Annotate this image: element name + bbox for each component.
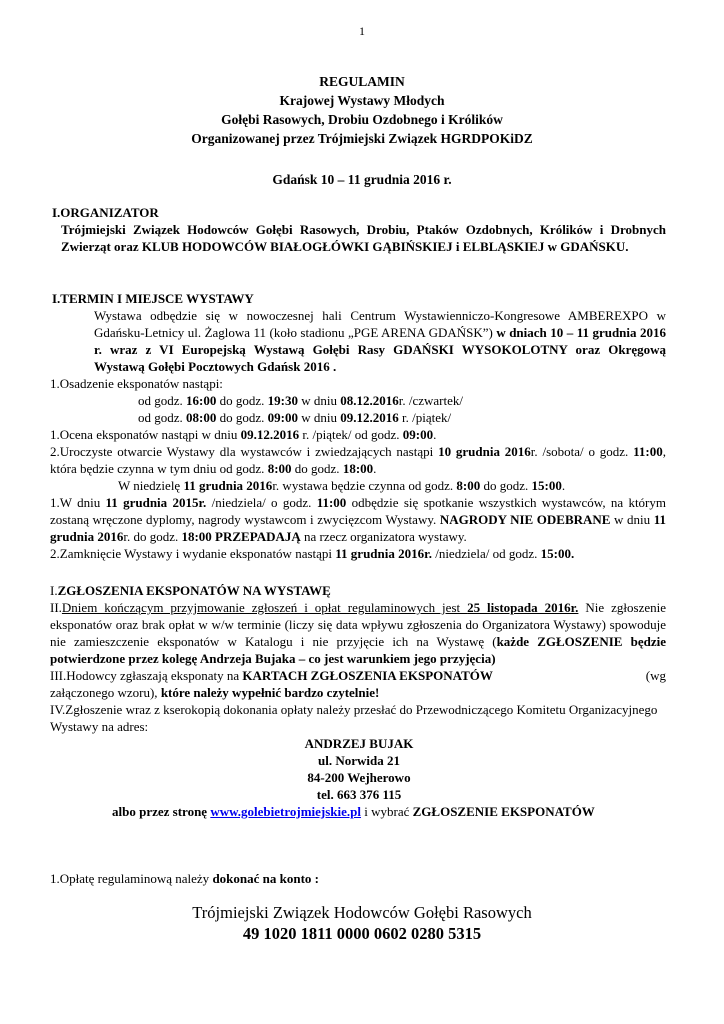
setup-heading: 1.Osadzenie eksponatów nastąpi: — [50, 376, 223, 391]
deadline-paragraph: II.Dniem kończącym przyjmowanie zgłoszeń i opłat regulaminowych jest 25 listopada 2016r. Nie zgłoszenie eksponatów oraz brak opłat w w/w terminie (liczy się data wpływu zgłoszenia do Organizatora Wystawy) spowoduje nie zamieszczenie eksponatów w Katalogu i nie przyjęcie ich na Wystawę (każde ZGŁOSZENIE będzie potwierdzone przez kolegę Andrzeja Bujaka – co jest warunkiem jego przyjęcia) — [50, 600, 666, 666]
address-phone: tel. 663 376 115 — [316, 787, 402, 802]
address-block — [52, 735, 666, 803]
organizer-text: Trójmiejski Związek Hodowców Gołębi Rasowych, Drobiu, Ptaków Ozdobnych, Królików i Drobnych Zwierząt oraz KLUB HODOWCÓW BIAŁOGŁÓWKI GĄBIŃSKIEJ i ELBLĄSKIEJ w GDAŃSKU. — [61, 222, 666, 254]
term-heading: I.TERMIN I MIEJSCE WYSTAWY — [52, 291, 254, 306]
address-name: ANDRZEJ BUJAK — [304, 736, 414, 751]
term-p1a: Wystawa odbędzie się w nowoczesnej hali Centrum Wystawienniczo-Kongresowe AMBEREXPO w Gdańsku-Letnicy ul. Żaglowa 11 (koło stadionu „PGE ARENA GDAŃSK”) — [94, 308, 666, 340]
forms-line-1: III.Hodowcy zgłaszają eksponaty na KARTACH ZGŁOSZENIA EKSPONATÓW (wg — [50, 668, 666, 683]
title-line-1: REGULAMIN — [319, 74, 405, 89]
judging-line: 1.Ocena eksponatów nastąpi w dniu 09.12.2016 r. /piątek/ od godz. 09:00. — [50, 427, 437, 442]
entries-heading: I.ZGŁOSZENIA EKSPONATÓW NA WYSTAWĘ — [50, 583, 331, 598]
organizer-heading: I.ORGANIZATOR — [52, 205, 159, 220]
awards-paragraph: 1.W dniu 11 grudnia 2015r. /niedziela/ o godz. 11:00 odbędzie się spotkanie wszystkich wystawców, na którym zostaną wręczone dyplomy, nagrody wystawcom i zwycięzcom Wystawy. NAGRODY NIE ODEBRANE w dniu 11 grudnia 2016r. do godz. 18:00 PRZEPADAJĄ na rzecz organizatora wystawy. — [50, 495, 667, 544]
submission-paragraph: IV.Zgłoszenie wraz z kserokopią dokonania opłaty należy przesłać do Przewodniczącego Komitetu Organizacyjnego Wystawy na adres: — [50, 702, 658, 734]
title-line-4: Organizowanej przez Trójmiejski Związek HGRDPOKiDZ — [191, 131, 533, 146]
forms-line-2: załączonego wzoru), które należy wypełnić bardzo czytelnie! — [50, 685, 380, 700]
bank-account-block — [0, 902, 724, 944]
term-p1c: wraz z VI Europejską Wystawą Gołębi Rasy GDAŃSKI WYSOKOLOTNY oraz Okręgową Wystawą Gołębi Pocztowych Gdańsk 2016 . — [94, 342, 666, 374]
setup-line-2: od godz. 08:00 do godz. 09:00 w dniu 09.12.2016 r. /piątek/ — [138, 410, 452, 425]
setup-line-1: od godz. 16:00 do godz. 19:30 w dniu 08.12.2016r. /czwartek/ — [138, 393, 463, 408]
organizer-section — [52, 204, 666, 255]
term-section — [52, 290, 666, 562]
bank-account-number: 49 1020 1811 0000 0602 0280 5315 — [242, 924, 482, 943]
website-line: albo przez stronę www.golebietrojmiejskie.pl i wybrać ZGŁOSZENIE EKSPONATÓW — [112, 804, 595, 819]
event-date: Gdańsk 10 – 11 grudnia 2016 r. — [272, 172, 452, 187]
address-street: ul. Norwida 21 — [318, 753, 400, 768]
payment-line: 1.Opłatę regulaminową należy dokonać na konto : — [50, 871, 319, 886]
address-city: 84-200 Wejherowo — [307, 770, 411, 785]
bank-name: Trójmiejski Związek Hodowców Gołębi Rasowych — [192, 903, 532, 922]
website-link[interactable]: www.golebietrojmiejskie.pl — [210, 804, 362, 819]
opening-paragraph: 2.Uroczyste otwarcie Wystawy dla wystawców i zwiedzających nastąpi 10 grudnia 2016r. /sobota/ o godz. 11:00, która będzie czynna w tym dniu od godz. 8:00 do godz. 18:00. — [50, 444, 666, 476]
page-number: 1 — [359, 24, 365, 38]
closing-line: 2.Zamknięcie Wystawy i wydanie eksponatów nastąpi 11 grudnia 2016r. /niedziela/ od godz. 15:00. — [50, 546, 575, 561]
term-p1b: w dniach 10 – 11 grudnia 2016 r. — [94, 325, 666, 357]
term-paragraph — [52, 307, 666, 375]
document-title — [0, 72, 724, 148]
title-line-3: Gołębi Rasowych, Drobiu Ozdobnego i Królików — [221, 112, 503, 127]
entries-section — [52, 582, 666, 820]
title-line-2: Krajowej Wystawy Młodych — [279, 93, 445, 108]
sunday-line: W niedzielę 11 grudnia 2016r. wystawa będzie czynna od godz. 8:00 do godz. 15:00. — [118, 478, 566, 493]
